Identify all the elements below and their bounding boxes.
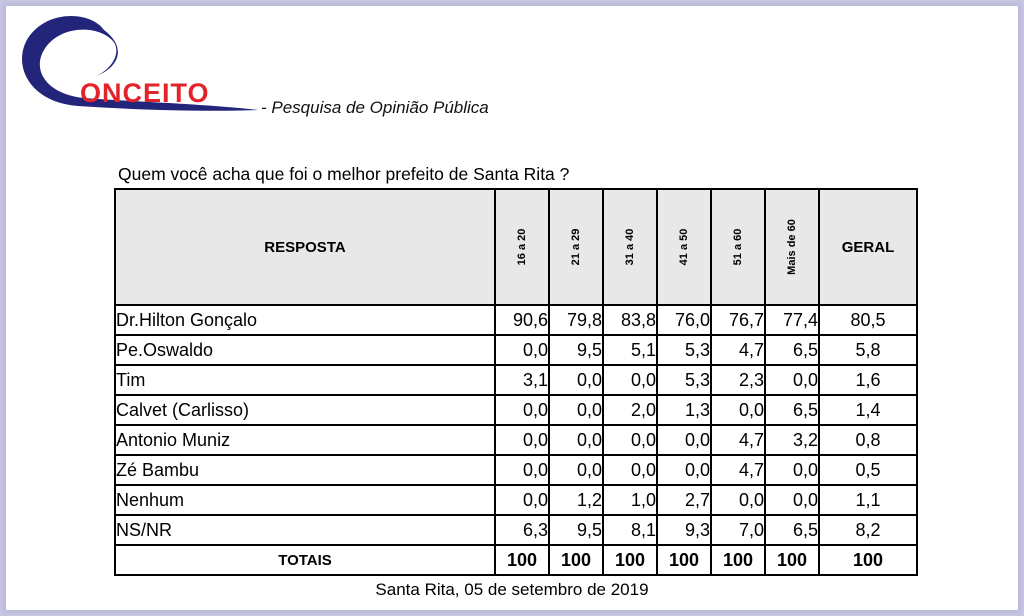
table-cell: 4,7 bbox=[711, 455, 765, 485]
table-cell: 0,0 bbox=[495, 335, 549, 365]
geral-cell: 1,6 bbox=[819, 365, 917, 395]
totals-row bbox=[115, 545, 917, 575]
table-cell: 2,7 bbox=[657, 485, 711, 515]
table-cell: 83,8 bbox=[603, 305, 657, 335]
logo-text: ONCEITO bbox=[80, 78, 210, 108]
header-age-51-60: 51 a 60 bbox=[711, 189, 765, 305]
geral-cell: 5,8 bbox=[819, 335, 917, 365]
header-age-mais-60: Mais de 60 bbox=[765, 189, 819, 305]
table-cell: 76,0 bbox=[657, 305, 711, 335]
totals-cell: 100 bbox=[711, 545, 765, 575]
table-row bbox=[115, 485, 917, 515]
table-cell: 0,0 bbox=[495, 455, 549, 485]
footer-date: Santa Rita, 05 de setembro de 2019 bbox=[375, 580, 649, 599]
page bbox=[6, 6, 1018, 610]
table-cell: 9,5 bbox=[549, 335, 603, 365]
table-cell: 5,1 bbox=[603, 335, 657, 365]
totals-cell: 100 bbox=[765, 545, 819, 575]
table-cell: 0,0 bbox=[765, 365, 819, 395]
table-cell: 2,3 bbox=[711, 365, 765, 395]
table-cell: 77,4 bbox=[765, 305, 819, 335]
conceito-logo bbox=[18, 10, 278, 122]
results-table bbox=[114, 188, 918, 576]
table-cell: 0,0 bbox=[603, 455, 657, 485]
table-cell: 9,5 bbox=[549, 515, 603, 545]
totals-cell: 100 bbox=[603, 545, 657, 575]
totals-cell: 100 bbox=[495, 545, 549, 575]
table-cell: 0,0 bbox=[549, 395, 603, 425]
row-name: Tim bbox=[115, 365, 495, 395]
table-cell: 0,0 bbox=[657, 455, 711, 485]
table-row bbox=[115, 455, 917, 485]
row-name: Pe.Oswaldo bbox=[115, 335, 495, 365]
header-age-41-50: 41 a 50 bbox=[657, 189, 711, 305]
table-cell: 0,0 bbox=[765, 485, 819, 515]
table-cell: 0,0 bbox=[711, 485, 765, 515]
row-name: Antonio Muniz bbox=[115, 425, 495, 455]
table-row bbox=[115, 335, 917, 365]
totals-geral-cell: 100 bbox=[819, 545, 917, 575]
row-name: NS/NR bbox=[115, 515, 495, 545]
geral-cell: 1,4 bbox=[819, 395, 917, 425]
header-age-21-29: 21 a 29 bbox=[549, 189, 603, 305]
header-geral: GERAL bbox=[819, 189, 917, 305]
table-row bbox=[115, 305, 917, 335]
table-cell: 5,3 bbox=[657, 365, 711, 395]
table-cell: 0,0 bbox=[549, 365, 603, 395]
row-name: Zé Bambu bbox=[115, 455, 495, 485]
table-row bbox=[115, 365, 917, 395]
row-name: Dr.Hilton Gonçalo bbox=[115, 305, 495, 335]
totals-cell: 100 bbox=[657, 545, 711, 575]
table-cell: 5,3 bbox=[657, 335, 711, 365]
geral-cell: 80,5 bbox=[819, 305, 917, 335]
geral-cell: 0,8 bbox=[819, 425, 917, 455]
table-cell: 0,0 bbox=[495, 425, 549, 455]
geral-cell: 1,1 bbox=[819, 485, 917, 515]
table-cell: 2,0 bbox=[603, 395, 657, 425]
header-age-31-40: 31 a 40 bbox=[603, 189, 657, 305]
table-cell: 79,8 bbox=[549, 305, 603, 335]
table-cell: 0,0 bbox=[495, 485, 549, 515]
table-cell: 0,0 bbox=[711, 395, 765, 425]
row-name: Calvet (Carlisso) bbox=[115, 395, 495, 425]
table-cell: 0,0 bbox=[549, 425, 603, 455]
table-row bbox=[115, 425, 917, 455]
table-cell: 6,5 bbox=[765, 335, 819, 365]
table-cell: 4,7 bbox=[711, 335, 765, 365]
table-cell: 6,3 bbox=[495, 515, 549, 545]
table-cell: 0,0 bbox=[657, 425, 711, 455]
table-cell: 76,7 bbox=[711, 305, 765, 335]
table-cell: 0,0 bbox=[765, 455, 819, 485]
table-cell: 8,1 bbox=[603, 515, 657, 545]
table-cell: 0,0 bbox=[603, 425, 657, 455]
table-cell: 7,0 bbox=[711, 515, 765, 545]
table-cell: 3,1 bbox=[495, 365, 549, 395]
table-cell: 3,2 bbox=[765, 425, 819, 455]
table-cell: 0,0 bbox=[495, 395, 549, 425]
survey-question: Quem você acha que foi o melhor prefeito de Santa Rita ? bbox=[118, 164, 570, 184]
table-cell: 0,0 bbox=[549, 455, 603, 485]
table-cell: 6,5 bbox=[765, 515, 819, 545]
table-cell: 0,0 bbox=[603, 365, 657, 395]
totals-label: TOTAIS bbox=[115, 545, 495, 575]
report-subtitle: - Pesquisa de Opinião Pública bbox=[261, 98, 489, 117]
table-cell: 9,3 bbox=[657, 515, 711, 545]
table-row bbox=[115, 515, 917, 545]
table-cell: 6,5 bbox=[765, 395, 819, 425]
table-cell: 1,3 bbox=[657, 395, 711, 425]
table-cell: 1,2 bbox=[549, 485, 603, 515]
geral-cell: 8,2 bbox=[819, 515, 917, 545]
header-resposta: RESPOSTA bbox=[115, 189, 495, 305]
totals-cell: 100 bbox=[549, 545, 603, 575]
table-cell: 1,0 bbox=[603, 485, 657, 515]
row-name: Nenhum bbox=[115, 485, 495, 515]
header-age-16-20: 16 a 20 bbox=[495, 189, 549, 305]
table-cell: 90,6 bbox=[495, 305, 549, 335]
header-row bbox=[115, 189, 917, 305]
geral-cell: 0,5 bbox=[819, 455, 917, 485]
table-row bbox=[115, 395, 917, 425]
table-cell: 4,7 bbox=[711, 425, 765, 455]
